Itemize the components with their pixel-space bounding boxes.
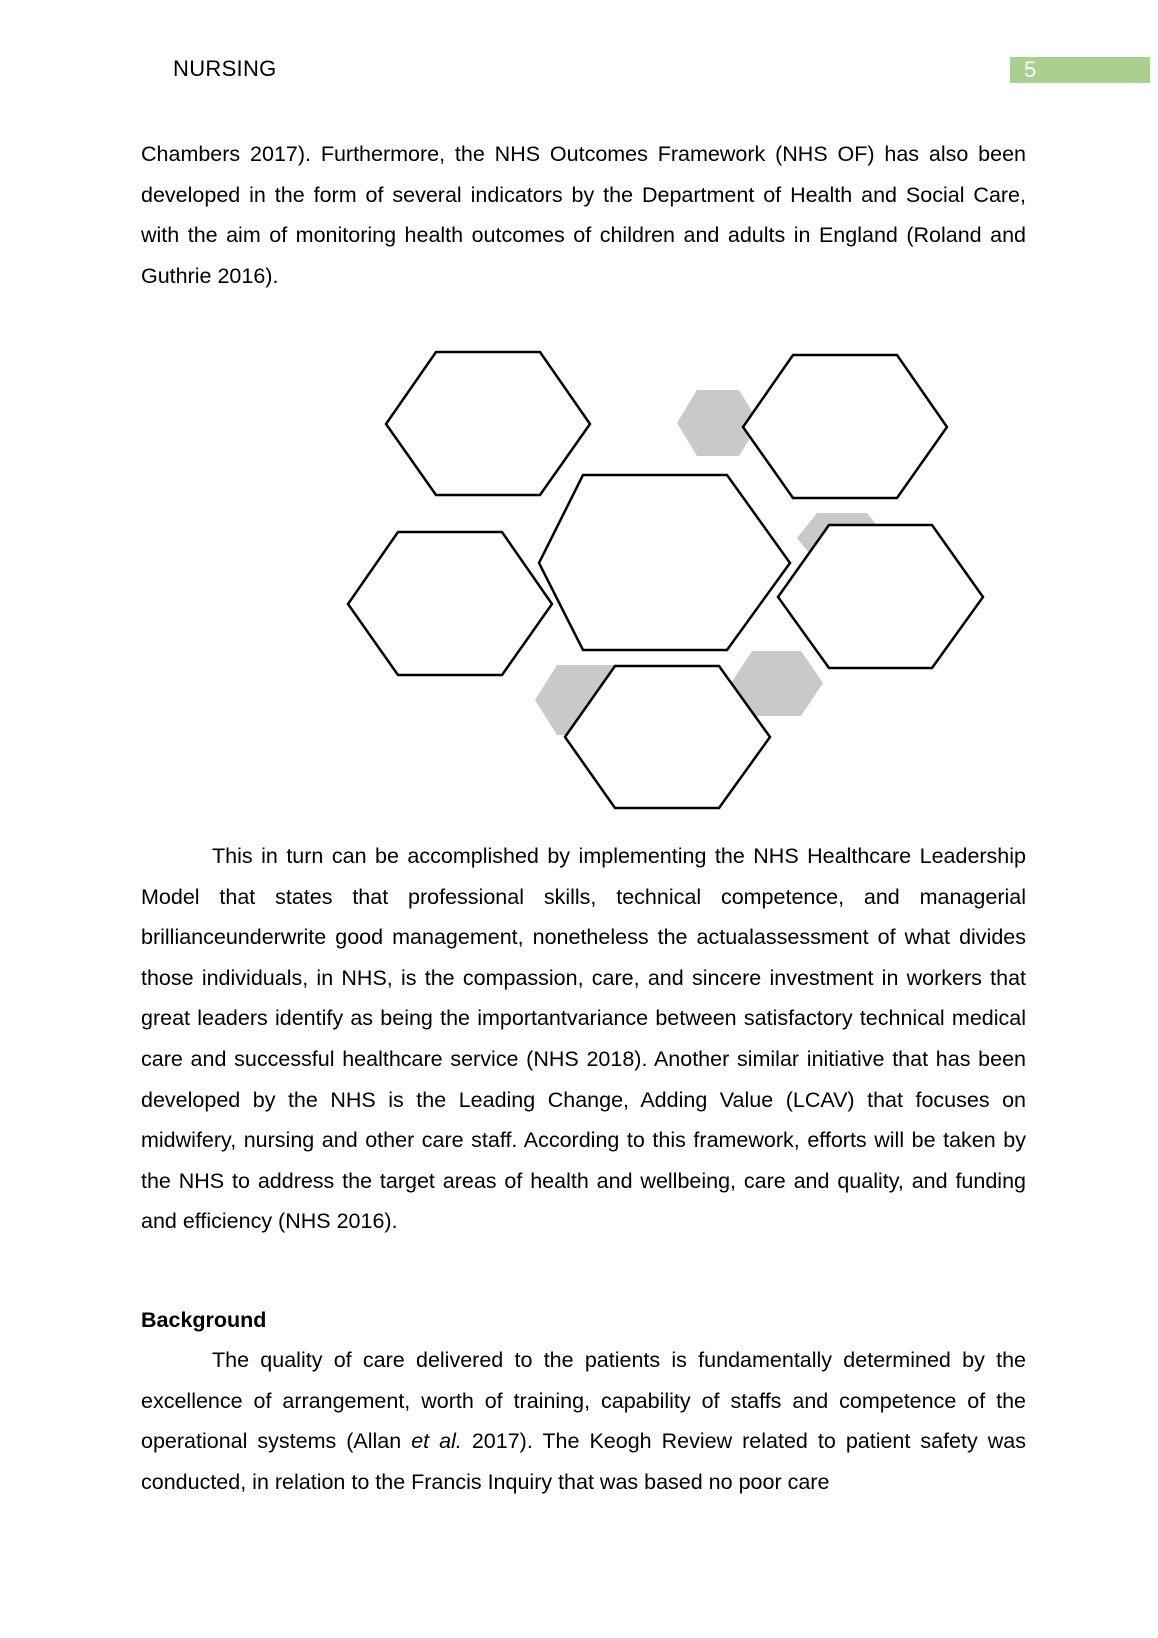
hexagon-top-left: [386, 352, 590, 495]
paragraph-3-text-start: The quality of care delivered to the patients is fundamentally determined by the excellence of arrangement, worth of training, capability of staffs and competence of the operational systems (Allan: [141, 1348, 1026, 1454]
paragraph-3-text-end: 2017). The Keogh Review related to patient safety was conducted, in relation to the Francis Inquiry that was based no poor care: [141, 1429, 1026, 1494]
hexagon-top-right: [743, 355, 947, 498]
hexagon-center: [539, 475, 790, 650]
section-heading-background: Background: [141, 1308, 267, 1332]
paragraph-2: This in turn can be accomplished by implementing the NHS Healthcare Leadership Model that states that professional skills, technical competence, and managerial brillianceunderwrite good management, nonetheless the actualassessment of what divides those individuals, in NHS, is the compassion, care, and sincere investment in workers that great leaders identify as being the importantvariance between satisfactory technical medical care and successful healthcare service (NHS 2018). Another similar initiative that has been developed by the NHS is the Leading Change, Adding Value (LCAV) that focuses on midwifery, nursing and other care staff. According to this framework, efforts will be taken by the NHS to address the target areas of health and wellbeing, care and quality, and funding and efficiency (NHS 2016).: [141, 844, 1026, 1234]
paragraph-3-italic: et al.: [411, 1429, 462, 1454]
page-number: 5: [1010, 57, 1150, 83]
paragraph-1: Chambers 2017). Furthermore, the NHS Outcomes Framework (NHS OF) has also been developed in the form of several indicators by the Department of Health and Social Care, with the aim of monitoring health outcomes of children and adults in England (Roland and Guthrie 2016).: [141, 142, 1026, 288]
outline-hexagons: [348, 352, 983, 808]
hexagon-left: [348, 532, 552, 675]
paragraph-3: [141, 1340, 1026, 1502]
running-head: NURSING: [173, 56, 277, 81]
